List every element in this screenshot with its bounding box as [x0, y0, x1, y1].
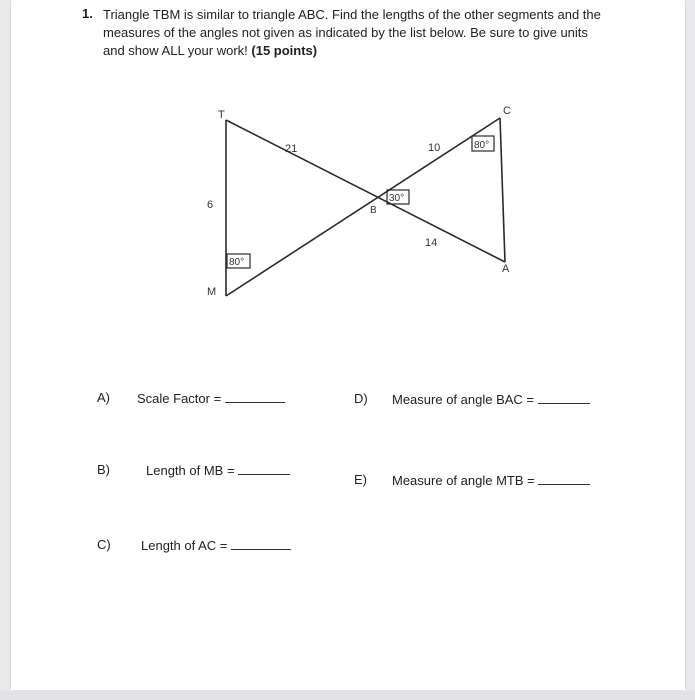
- question-body: Triangle TBM is similar to triangle ABC. Find the lengths of the other segments and the measures of the angles not given as indicated by the list below. Be sure to give units and show ALL your work!: [103, 7, 601, 58]
- answer-A-blank[interactable]: [225, 390, 285, 403]
- answer-E-blank[interactable]: [538, 472, 590, 485]
- answer-C-text: [141, 537, 291, 553]
- segment-BC-label: 10: [428, 142, 441, 154]
- answer-B-blank[interactable]: [238, 462, 290, 475]
- answer-D-blank[interactable]: [538, 391, 590, 404]
- angle-C-label: 80°: [474, 140, 490, 151]
- answer-B-label: Length of MB =: [146, 463, 239, 478]
- answer-D-letter: D): [354, 391, 368, 406]
- answer-E-text: [392, 472, 590, 488]
- answer-D-label: Measure of angle BAC =: [392, 392, 538, 407]
- segment-MC: [226, 118, 500, 296]
- segment-CA: [500, 118, 505, 262]
- segment-BA-label: 14: [425, 237, 438, 249]
- vertex-M-label: M: [207, 286, 217, 298]
- answer-B-text: [146, 462, 290, 478]
- answer-A-letter: A): [97, 390, 110, 405]
- answer-C-label: Length of AC =: [141, 538, 231, 553]
- vertex-B-label: B: [370, 205, 377, 216]
- answer-E-letter: E): [354, 472, 367, 487]
- answer-A-label: Scale Factor =: [137, 391, 225, 406]
- answer-B-letter: B): [97, 462, 110, 477]
- vertex-A-label: A: [502, 263, 510, 275]
- question-number: 1.: [82, 6, 93, 21]
- segment-TB-label: 21: [285, 143, 298, 155]
- question-points: (15 points): [251, 43, 318, 58]
- vertex-C-label: C: [503, 105, 511, 117]
- answer-D-text: [392, 391, 590, 407]
- angle-B-label: 30°: [389, 193, 405, 204]
- segment-TM-label: 6: [207, 199, 214, 211]
- answer-E-label: Measure of angle MTB =: [392, 473, 539, 488]
- answer-C-letter: C): [97, 537, 111, 552]
- angle-M-label: 80°: [229, 257, 245, 268]
- answer-C-blank[interactable]: [231, 537, 291, 550]
- answer-A-text: [137, 390, 285, 406]
- vertex-T-label: T: [218, 109, 225, 121]
